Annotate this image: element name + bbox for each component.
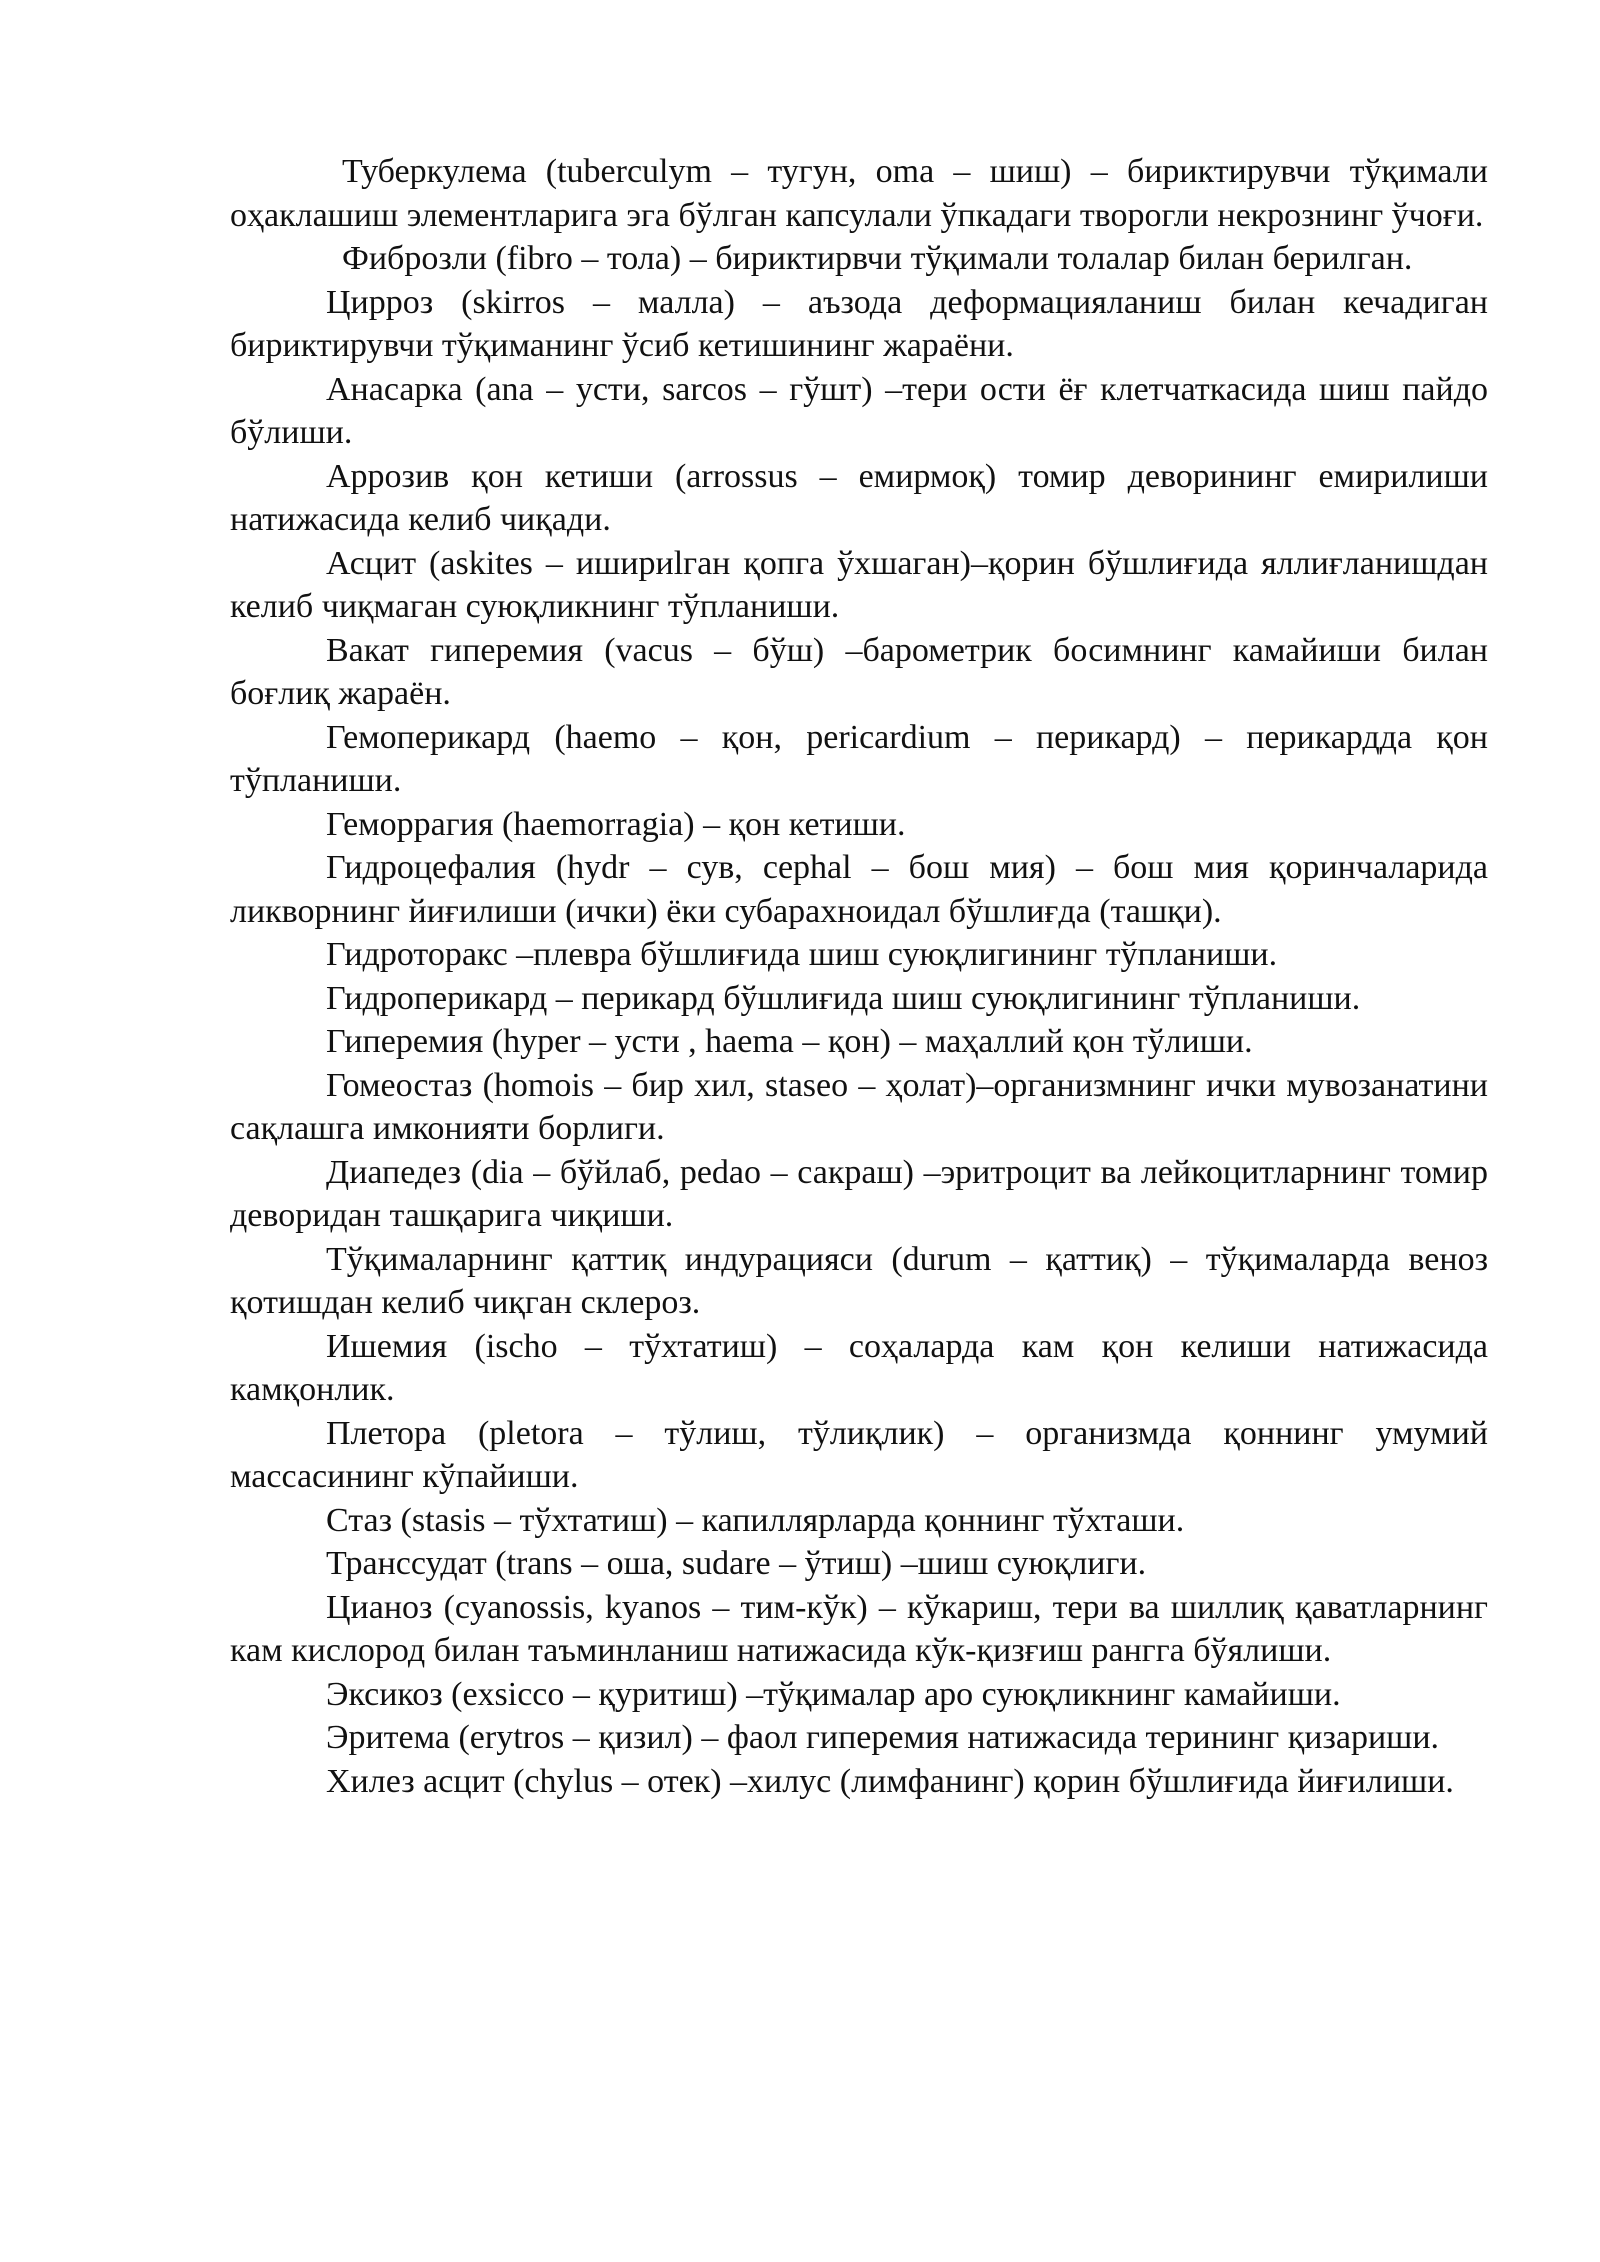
term-gomeostaz: Гомеостаз (homois – бир хил, staseo – ҳолат)–организмнинг ички мувозанатини сақлашга имконияти борлиги. xyxy=(230,1066,1488,1147)
term-induratsiya: Тўқималарнинг қаттиқ индурацияси (durum – қаттиқ) – тўқималарда веноз қотишдан келиб чиқган склероз. xyxy=(230,1240,1488,1321)
term-gemoperikard: Гемоперикард (haemo – қон, pericardium – перикард) – перикардда қон тўпланиши. xyxy=(230,718,1488,799)
term-eksikoz: Эксикоз (exsicco – қуритиш) –тўқималар аро суюқликнинг камайиши. xyxy=(326,1675,1341,1713)
term-giperemiya: Гиперемия (hyper – усти , haema – қон) – маҳаллий қон тўлиши. xyxy=(326,1023,1253,1060)
term-fibrozli: Фиброзли (fibro – тола) – бириктирвчи тўқимали толалар билан берилган. xyxy=(342,240,1413,277)
term-ishemiya: Ишемия (ischo – тўхтатиш) – соҳаларда кам қон келиши натижасида камқонлик. xyxy=(230,1327,1488,1408)
term-gemorragiya: Геморрагия (haemorragia) – қон кетиши. xyxy=(326,805,906,843)
term-tuberkulema: Туберкулема (tuberculym – тугун, oma – шиш) – бириктирувчи тўқимали оҳаклашиш элементларига эга бўлган капсулали ўпкадаги творогли некрознинг ўчоғи. xyxy=(230,153,1488,234)
term-pletora: Плетора (pletora – тўлиш, тўлиқлик) – организмда қоннинг умумий массасининг кўпайиши. xyxy=(230,1414,1488,1495)
term-gidrotoraks: Гидроторакс –плевра бўшлиғида шиш суюқлигининг тўпланиши. xyxy=(326,936,1278,973)
term-diapedez: Диапедез (dia – бўйлаб, pedao – сакраш) –эритроцит ва лейкоцитларнинг томир деворидан ташқарига чиқиши. xyxy=(230,1153,1488,1234)
term-anasarka: Анасарка (ana – усти, sarcos – гўшт) –тери ости ёғ клетчаткасида шиш пайдо бўлиши. xyxy=(230,370,1488,451)
document-page xyxy=(230,150,1488,1803)
term-gidrotsefaliya: Гидроцефалия (hydr – сув, cephal – бош мия) – бош мия қоринчаларида ликворнинг йиғилиши (ички) ёки субарахноидал бўшлиғда (ташқи). xyxy=(230,849,1488,930)
term-arroziv: Аррозив қон кетиши (arrossus – емирмоқ) томир деворининг емирилиши натижасида келиб чиқади. xyxy=(230,457,1488,538)
term-tsirroz: Цирроз (skirros – малла) – аъзода деформацияланиш билан кечадиган бириктирувчи тўқиманинг ўсиб кетишининг жараёни. xyxy=(230,283,1488,364)
term-eritema: Эритема (erytros – қизил) – фаол гиперемия натижасида терининг қизариши. xyxy=(326,1719,1440,1756)
term-gidroperikard: Гидроперикард – перикард бўшлиғида шиш суюқлигининг тўпланиши. xyxy=(326,979,1361,1017)
term-transsudat: Транссудат (trans – оша, sudare – ўтиш) –шиш суюқлиги. xyxy=(326,1545,1147,1582)
term-tsianoz: Цианоз (cyanossis, kyanos – тим-кўк) – кўкариш, тери ва шиллиқ қаватларнинг кам кислород билан таъминланиш натижасида кўк-қизғиш рангга бўялиши. xyxy=(230,1588,1488,1669)
term-staz: Стаз (stasis – тўхтатиш) – капиллярларда қоннинг тўхташи. xyxy=(326,1501,1185,1539)
term-vakat-giperemiya: Вакат гиперемия (vacus – бўш) –барометрик босимнинг камайиши билан боғлиқ жараён. xyxy=(230,631,1488,712)
term-khilez-astsit: Хилез асцит (chylus – отек) –хилус (лимфанинг) қорин бўшлиғида йиғилиши. xyxy=(326,1762,1454,1800)
term-astsit: Асцит (askites – ишириlган қопга ўхшаган)–қорин бўшлиғида яллиғланишдан келиб чиқмаган суюқликнинг тўпланиши. xyxy=(230,544,1488,625)
